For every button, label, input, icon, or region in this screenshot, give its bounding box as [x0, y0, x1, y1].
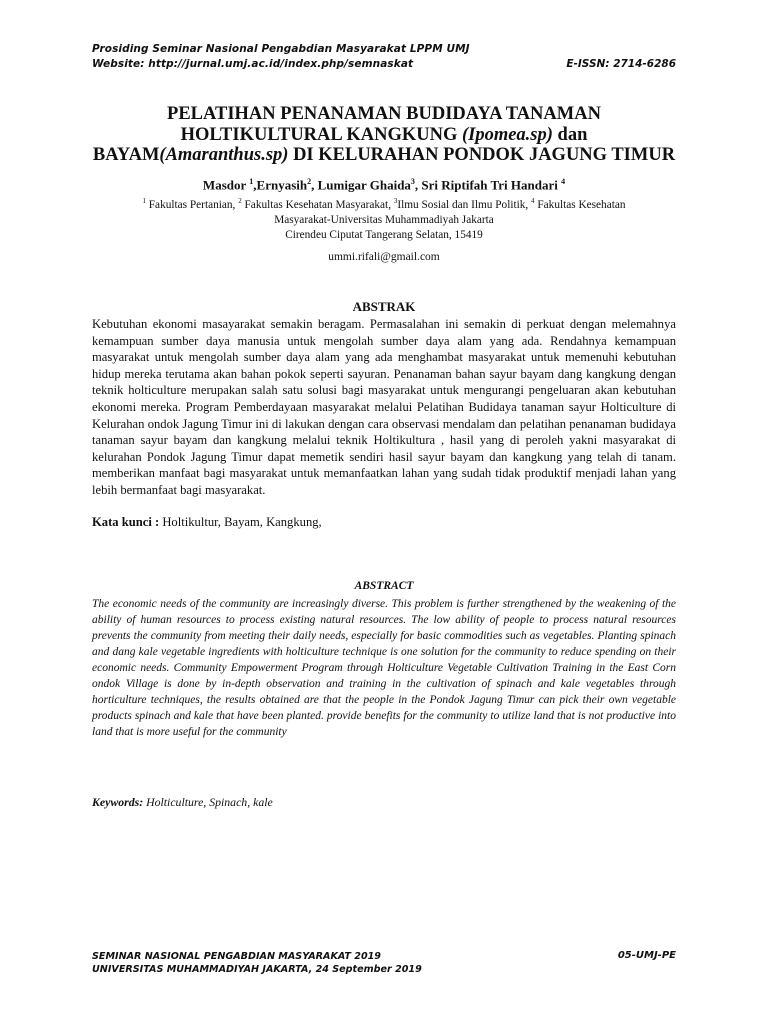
footer-seminar: [92, 950, 422, 976]
affil-text: Fakultas Pertanian,: [145, 198, 239, 211]
author-sup: 2: [307, 177, 312, 186]
paper-title: [70, 104, 698, 166]
author-name: , Lumigar Ghaida: [311, 177, 411, 193]
affil-sup: 3: [393, 197, 398, 205]
title-text: dan: [552, 124, 588, 145]
affiliations: [100, 194, 668, 243]
affil-sup: 2: [238, 197, 242, 205]
abstrak-heading: ABSTRAK: [352, 299, 416, 314]
contact-email[interactable]: ummi.rifali@gmail.com: [328, 251, 440, 263]
affil-sup: 4: [531, 197, 535, 205]
affiliation-line-2: Masyarakat-Universitas Muhammadiyah Jakarta: [274, 213, 494, 226]
affil-text: Ilmu Sosial dan Ilmu Politik,: [397, 198, 532, 211]
author-list: [70, 177, 698, 193]
abstract-text: The economic needs of the community are increasingly diverse. This problem is further strengthened by the weakening of the ability of human resources to process existing natural resources. The low ability of people to process natural resources prevents the community from meeting their daily needs, especially for basic commodities such as vegetables. Planting spinach and dang kale vegetable ingredients with holticulture technique is one solution for the community to reduce spending on their economic needs. Community Empowerment Program through Holticulture Vegetable Cultivation Training in the East Corn ondok Village is done by in-depth observation and training in the cultivation of spinach and kale vegetables through horticulture techniques, the results obtained are that the people in the Pondok Jagung Timur can pick their own vegetable products spinach and kale that have been planted. provide benefits for the community to utilize land that is not productive into land that is more useful for the community: [92, 598, 676, 738]
abstrak-text: Kebutuhan ekonomi masayarakat semakin beragam. Permasalahan ini semakin di perkuat dengan melemahnya kemampuan sumber daya manusia untuk mengolah sumber daya alam yang ada. Rendahnya kemampuan masyarakat untuk mengolah sumber daya alam yang ada menghambat masyarakat untuk memenuhi kebutuhan hidup mereka terutama akan bahan pokok seperti sayuran. Penanaman bahan sayur bayam dang kangkung dengan teknik holticulture merupakan salah satu solusi bagi masyarakat untuk mengurangi pengeluaran akan kebutuhan ekonomi mereka. Program Pemberdayaan masyarakat melalui Pelatihan Budidaya tanaman sayur Holticulture di Kelurahan ondok Jagung Timur ini di lakukan dengan cara observasi mendalam dan pelatihan penanaman budidaya tanaman sayur bayam dan kangkung melalui teknik Holtikultura , hasil yang di peroleh yakni masyarakat di kelurahan Pondok Jagung Timur dapat memetik sendiri hasil sayur bayam dan kangkung yang telah di tanam. memberikan manfaat bagi masyarakat untuk memanfaatkan lahan yang sudah tidak produktif menjadi lahan yang lebih bermanfaat bagi masyarakat.: [92, 317, 676, 497]
keywords-label: Keywords:: [92, 795, 144, 809]
kata-kunci-value: Holtikultur, Bayam, Kangkung,: [159, 515, 322, 529]
journal-website: Website: http://jurnal.umj.ac.id/index.php/semnaskat: [92, 58, 414, 70]
author-name: , Sri Riptifah Tri Handari: [414, 177, 562, 193]
keywords-value: Holticulture, Spinach, kale: [143, 795, 273, 809]
affil-sup: 1: [142, 197, 146, 205]
author-name: Masdor: [202, 177, 250, 193]
keywords: [92, 795, 273, 810]
author-name: Ernyasih: [256, 177, 308, 193]
title-text: BAYAM: [92, 145, 160, 165]
title-line-2: [70, 125, 698, 146]
paper-code: 05-UMJ-PE: [617, 950, 676, 961]
kata-kunci-label: Kata kunci :: [92, 515, 160, 529]
title-text: HOLTIKULTURAL KANGKUNG: [180, 124, 462, 145]
title-species-1: (Ipomea.sp): [461, 124, 553, 145]
footer-line-1: SEMINAR NASIONAL PENGABDIAN MASYARAKAT 2019: [92, 951, 381, 962]
title-line-1: PELATIHAN PENANAMAN BUDIDAYA TANAMAN: [167, 104, 601, 124]
affil-text: Fakultas Kesehatan: [534, 198, 626, 211]
author-sup: 3: [410, 177, 415, 186]
journal-name: Prosiding Seminar Nasional Pengabdian Masyarakat LPPM UMJ: [92, 43, 470, 55]
affiliation-address: Cirendeu Ciputat Tangerang Selatan, 15419: [285, 228, 483, 241]
title-species-2: (Amaranthus.sp): [159, 145, 289, 165]
kata-kunci: [92, 515, 322, 530]
title-line-3: [70, 145, 698, 166]
issn: E-ISSN: 2714-6286: [566, 58, 676, 70]
affiliation-line-1: [100, 194, 668, 213]
footer-line-2: UNIVERSITAS MUHAMMADIYAH JAKARTA, 24 September 2019: [92, 964, 422, 975]
author-sep: ,: [253, 177, 257, 193]
author-sup: 4: [561, 177, 566, 186]
affil-text: Fakultas Kesehatan Masyarakat,: [241, 198, 394, 211]
abstract-heading: ABSTRACT: [354, 580, 414, 592]
author-sup: 1: [249, 177, 254, 186]
title-text: DI KELURAHAN PONDOK JAGUNG TIMUR: [288, 145, 676, 165]
